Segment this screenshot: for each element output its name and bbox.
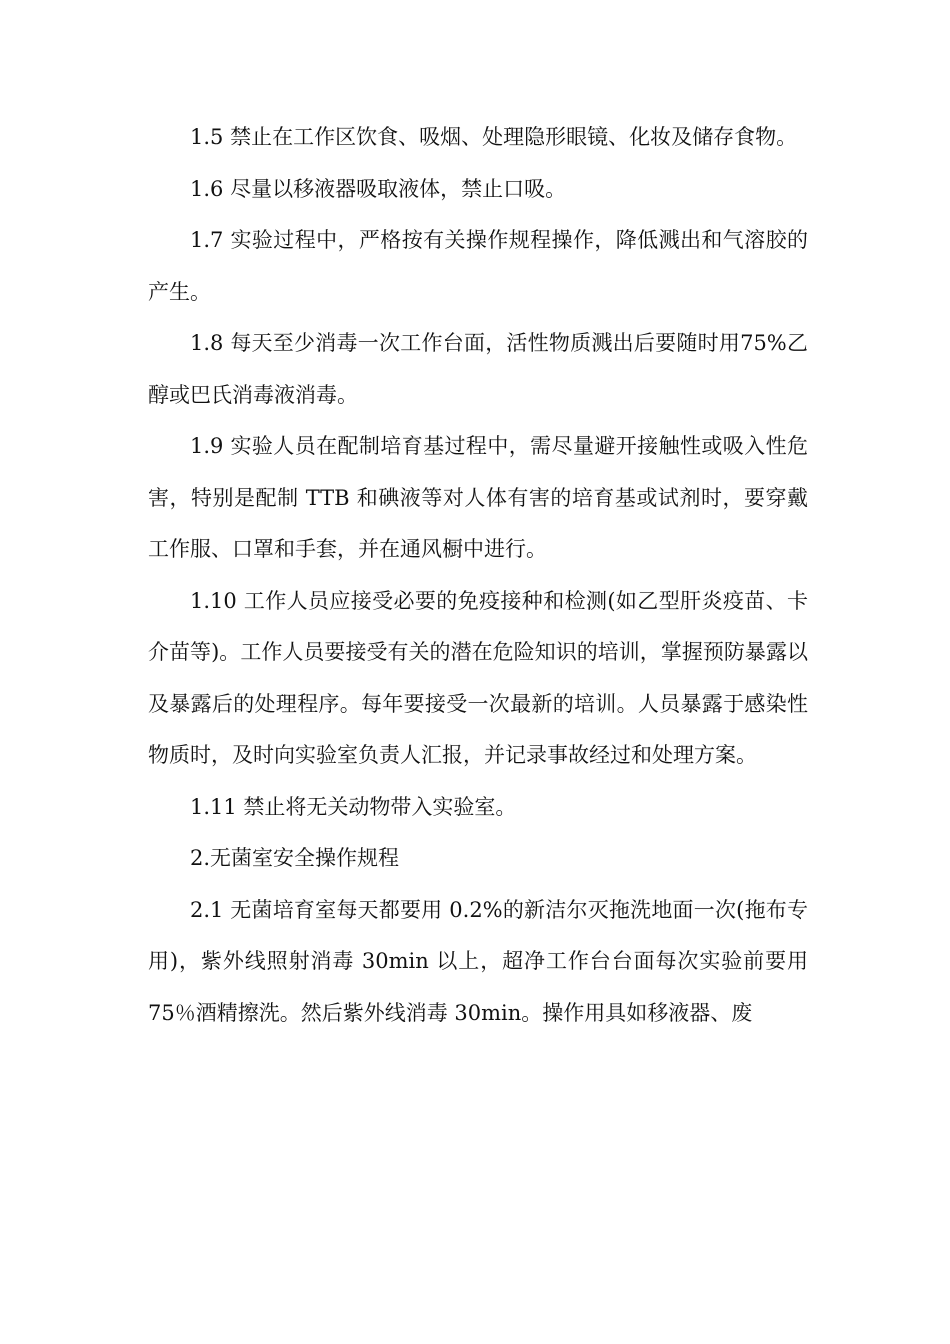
document-body — [148, 112, 808, 1039]
paragraph-1-7: 1.7 实验过程中，严格按有关操作规程操作，降低溅出和气溶胶的产生。 — [148, 228, 808, 304]
section-heading-2: 2.无菌室安全操作规程 — [190, 846, 400, 870]
paragraph-2-1: 2.1 无菌培育室每天都要用 0.2%的新洁尔灭拖洗地面一次(拖布专用)，紫外线照射消毒 30min 以上，超净工作台台面每次实验前要用 75％酒精擦洗。然后紫外线消毒 30min。操作用具如移液器、废 — [148, 897, 808, 1025]
paragraph-1-6: 1.6 尽量以移液器吸取液体，禁止口吸。 — [190, 176, 567, 201]
paragraph-1-11: 1.11 禁止将无关动物带入实验室。 — [190, 794, 517, 819]
paragraph-1-8: 1.8 每天至少消毒一次工作台面，活性物质溅出后要随时用75%乙醇或巴氏消毒液消毒。 — [148, 331, 808, 407]
paragraph-1-9: 1.9 实验人员在配制培育基过程中，需尽量避开接触性或吸入性危害，特别是配制 TTB 和碘液等对人体有害的培育基或试剂时，要穿戴工作服、口罩和手套，并在通风橱中进行。 — [148, 434, 808, 561]
paragraph-1-5: 1.5 禁止在工作区饮食、吸烟、处理隐形眼镜、化妆及储存食物。 — [190, 125, 798, 149]
paragraph-1-10: 1.10 工作人员应接受必要的免疫接种和检测(如乙型肝炎疫苗、卡介苗等)。工作人员要接受有关的潜在危险知识的培训，掌握预防暴露以及暴露后的处理程序。每年要接受一次最新的培训。人员暴露于感染性物质时，及时向实验室负责人汇报，并记录事故经过和处理方案。 — [148, 588, 808, 767]
